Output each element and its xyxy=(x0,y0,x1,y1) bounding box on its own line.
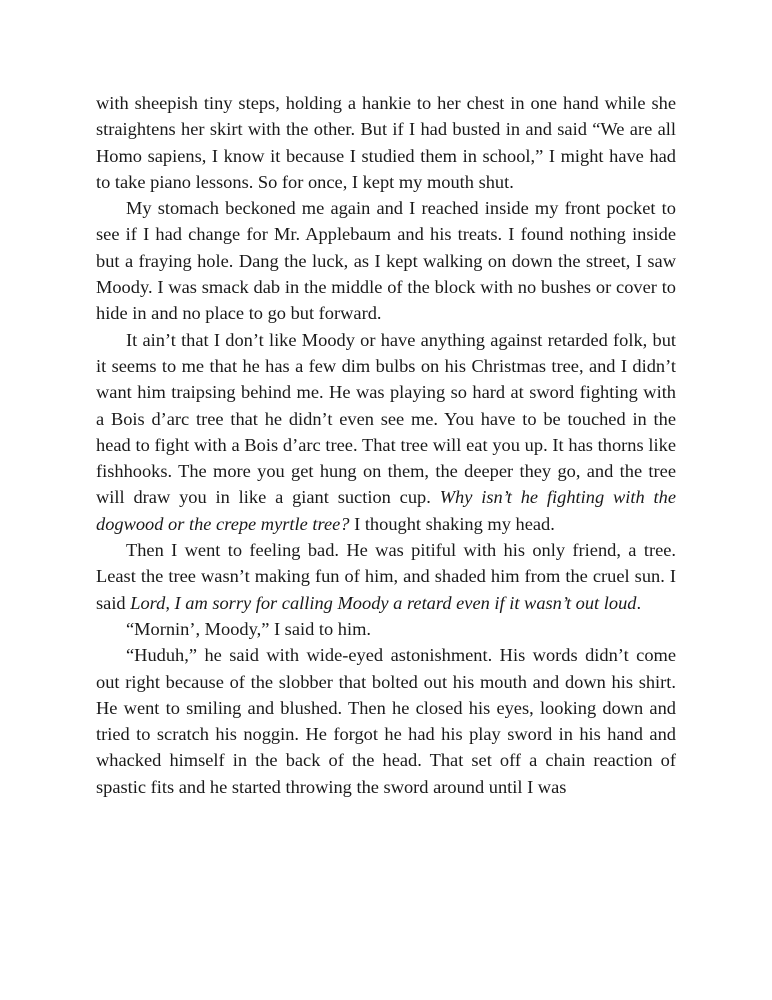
paragraph-text: My stomach beckoned me again and I reached inside my front pocket to see if I had change for Mr. Applebaum and his treats. I found nothing inside but a fraying hole. Dang the luck, as I kept walking on down the street, I saw Moody. I was smack dab in the middle of the block with no bushes or cover to hide in and no place to go but forward. xyxy=(96,198,676,324)
paragraph-2 xyxy=(96,195,676,326)
paragraph-3 xyxy=(96,327,676,537)
italic-prayer: Lord, I am sorry for calling Moody a retard even if it wasn’t out loud xyxy=(130,592,637,613)
paragraph-text: . xyxy=(636,592,642,613)
paragraph-5 xyxy=(96,616,676,642)
page-body xyxy=(96,90,676,800)
paragraph-text: with sheepish tiny steps, holding a hankie to her chest in one hand while she straightens her skirt with the other. But if I had busted in and said “We are all Homo sapiens, I know it because I studied them in school,” I might have had to take piano lessons. So for once, I kept my mouth shut. xyxy=(96,93,676,192)
paragraph-text: “Huduh,” he said with wide-eyed astonishment. His words didn’t come out right because of the slobber that bolted out his mouth and down his shirt. He went to smiling and blushed. Then he closed his eyes, looking down and tried to scratch his noggin. He forgot he had his play sword in his hand and whacked himself in the back of the head. That set off a chain reaction of spastic fits and he started throwing the sword around until I was xyxy=(96,645,676,797)
paragraph-1 xyxy=(96,90,676,195)
dialogue-line: “Mornin’, Moody,” I said to him. xyxy=(126,618,372,639)
paragraph-6 xyxy=(96,642,676,800)
italic-thought: Why isn’t he fighting with the dogwood or the crepe myrtle tree? xyxy=(96,487,676,534)
paragraph-text: Then I went to feeling bad. He was pitiful with his only friend, a tree. Least the tree wasn’t making fun of him, and shaded him from the cruel sun. I said xyxy=(96,540,676,613)
paragraph-text: It ain’t that I don’t like Moody or have anything against retarded folk, but it seems to me that he has a few dim bulbs on his Christmas tree, and I didn’t want him traipsing behind me. He was playing so hard at sword fighting with a Bois d’arc tree that he didn’t even see me. You have to be touched in the head to fight with a Bois d’arc tree. That tree will eat you up. It has thorns like fishhooks. The more you get hung on them, the deeper they go, and the tree will draw you in like a giant suction cup. xyxy=(96,329,676,508)
paragraph-4 xyxy=(96,537,676,616)
paragraph-text: I thought shaking my head. xyxy=(349,513,555,534)
